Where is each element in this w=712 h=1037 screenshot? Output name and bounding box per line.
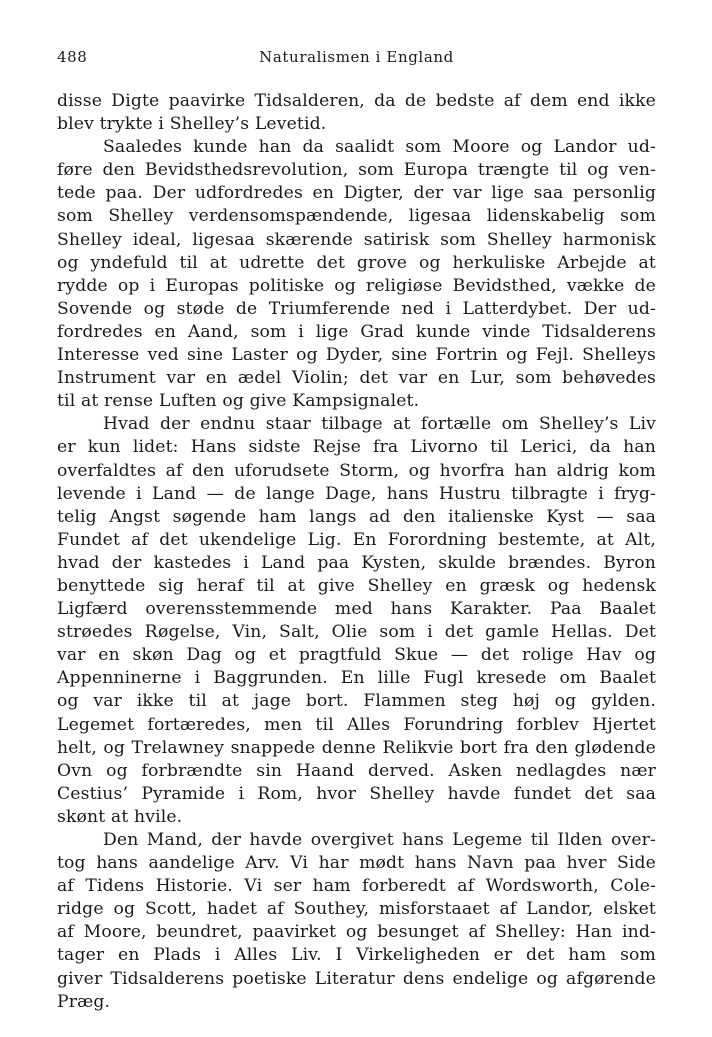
text-line: helt, og Trelawney snappede denne Relikvie bort fra den glødende (57, 737, 656, 758)
text-line: overfaldtes af den uforudsete Storm, og hvorfra han aldrig kom (57, 460, 656, 481)
text-line: benyttede sig heraf til at give Shelley en græsk og hedensk (57, 575, 656, 596)
text-line: blev trykte i Shelley’s Levetid. (57, 114, 327, 135)
text-line: tede paa. Der udfordredes en Digter, der var lige saa personlig (57, 183, 656, 204)
text-line: Shelley ideal, ligesaa skærende satirisk som Shelley harmonisk (57, 229, 656, 250)
text-line: ridge og Scott, hadet af Southey, misforstaaet af Landor, elsket (57, 899, 656, 920)
text-line: tager en Plads i Alles Liv. I Virkeligheden er det ham som (57, 945, 656, 966)
text-line: tog hans aandelige Arv. Vi har mødt hans Navn paa hver Side (57, 853, 656, 874)
text-line: og var ikke til at jage bort. Flammen steg høj og gylden. (57, 691, 656, 712)
text-line: Ovn og forbrændte sin Haand derved. Asken nedlagdes nær (57, 760, 656, 781)
text-line: af Moore, beundret, paavirket og besunget af Shelley: Han ind- (57, 922, 656, 943)
text-line: giver Tidsalderens poetiske Literatur dens endelige og afgørende (57, 968, 656, 989)
text-line: hvad der kastedes i Land paa Kysten, skulde brændes. Byron (57, 552, 656, 573)
text-line: til at rense Luften og give Kampsignalet. (57, 391, 420, 412)
text-line: Cestius’ Pyramide i Rom, hvor Shelley havde fundet det saa (57, 783, 656, 804)
text-line: Fundet af det ukendelige Lig. En Forordning bestemte, at Alt, (57, 529, 656, 550)
text-line: skønt at hvile. (57, 806, 183, 827)
running-title: Naturalismen i England (259, 48, 454, 66)
text-line: var en skøn Dag og et pragtfuld Skue — det rolige Hav og (57, 645, 656, 666)
text-line: disse Digte paavirke Tidsalderen, da de bedste af dem end ikke (57, 91, 656, 111)
text-line: Saaledes kunde han da saalidt som Moore og Landor ud- (103, 137, 656, 158)
text-line: Legemet fortæredes, men til Alles Forundring forblev Hjertet (57, 714, 656, 735)
text-line: af Tidens Historie. Vi ser ham forberedt af Wordsworth, Cole- (57, 876, 656, 897)
text-line: Den Mand, der havde overgivet hans Legeme til Ilden over- (103, 830, 656, 850)
text-line: fordredes en Aand, som i lige Grad kunde vinde Tidsalderens (57, 321, 656, 342)
text-line: Sovende og støde de Triumferende ned i Latterdybet. Der ud- (57, 298, 656, 319)
text-line: strøedes Røgelse, Vin, Salt, Olie som i det gamle Hellas. Det (57, 622, 656, 643)
page-number: 488 (57, 48, 88, 66)
text-line: levende i Land — de lange Dage, hans Hustru tilbragte i fryg- (57, 483, 656, 504)
text-line: er kun lidet: Hans sidste Rejse fra Livorno til Lerici, da han (57, 437, 656, 458)
text-line: Ligfærd overensstemmende med hans Karakter. Paa Baalet (57, 599, 656, 620)
text-line: Præg. (57, 991, 111, 1012)
text-line: føre den Bevidsthedsrevolution, som Europa trængte til og ven- (57, 160, 656, 181)
text-line: rydde op i Europas politiske og religiøse Bevidsthed, vække de (57, 275, 656, 296)
text-line: og yndefuld til at udrette det grove og herkuliske Arbejde at (57, 252, 656, 273)
text-line: som Shelley verdensomspændende, ligesaa lidenskabelig som (57, 206, 656, 227)
body-text (57, 90, 656, 1014)
text-line: Interesse ved sine Laster og Dyder, sine Fortrin og Fejl. Shelleys (57, 345, 656, 366)
text-line: telig Angst søgende ham langs ad den italienske Kyst — saa (57, 506, 656, 527)
text-line: Instrument var en ædel Violin; det var en Lur, som behøvedes (57, 368, 656, 389)
text-line: Hvad der endnu staar tilbage at fortælle om Shelley’s Liv (103, 414, 656, 435)
text-line: Appenninerne i Baggrunden. En lille Fugl kresede om Baalet (57, 668, 656, 689)
running-head (57, 48, 656, 70)
